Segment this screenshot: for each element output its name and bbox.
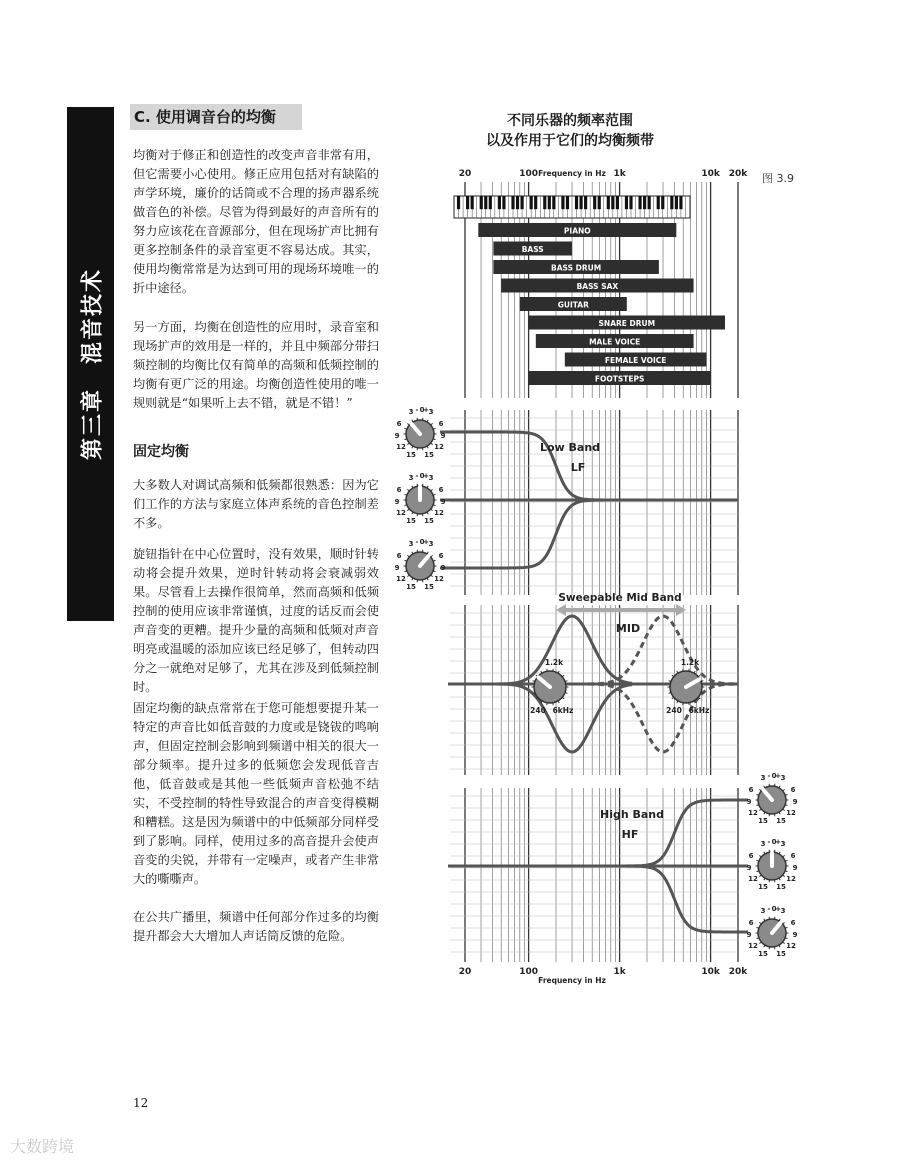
paragraph-5: 固定均衡的缺点常常在于您可能想要提升某一特定的声音比如低音鼓的力度或是铙钹的鸣响声，但固定控制会影响到频谱中相关的很大一部分频率。提升过多的低频您会发现低音吉他，低音鼓或是其他一些低频声音松弛不结实，不受控制的特性导致混合的声音变得模糊和糟糕。这是因为频谱中的中低频部分同样受到了影响。同样，使用过多的高音提升会使声音变的尖锐，并带有一定噪声，或者产生非常大的嘶嘶声。 xyxy=(133,701,379,886)
mid-knob-right-label: 6kHz xyxy=(552,706,574,715)
knob-tooth xyxy=(562,675,564,677)
black-key xyxy=(457,196,460,209)
instrument-label: MALE VOICE xyxy=(589,337,641,347)
knob-scale-6: 6 xyxy=(438,420,444,428)
knob-scale-plus: + xyxy=(775,772,781,780)
black-key xyxy=(648,196,651,209)
black-key xyxy=(625,196,628,209)
knob-scale-9: 9 xyxy=(746,864,752,872)
freq-tick-bottom: 1k xyxy=(613,967,626,977)
knob-tooth xyxy=(672,697,674,699)
black-key xyxy=(679,196,682,209)
black-key xyxy=(584,196,587,209)
freq-tick-top: 10k xyxy=(701,169,720,179)
high-band-label: High Band xyxy=(599,808,665,821)
knob-scale-12: 12 xyxy=(748,942,758,950)
black-key xyxy=(511,196,514,209)
figure-title-line1: 不同乐器的频率范围 xyxy=(507,113,633,129)
knob-tooth xyxy=(779,919,780,921)
hf-boost-knob xyxy=(747,772,798,825)
black-key xyxy=(471,196,474,209)
black-key xyxy=(543,196,546,209)
knob-scale-12: 12 xyxy=(786,942,796,950)
mid-knob-low xyxy=(530,658,573,715)
instrument-label: BASS DRUM xyxy=(551,263,602,273)
black-key xyxy=(579,196,582,209)
knob-tooth xyxy=(677,701,678,703)
knob-scale-12: 12 xyxy=(748,809,758,817)
instrument-label: BASS SAX xyxy=(576,282,619,291)
knob-tooth xyxy=(407,509,409,511)
knob-tooth xyxy=(431,423,433,425)
black-key xyxy=(643,196,646,209)
mid-knob-left-label: 240 xyxy=(666,706,682,715)
knob-scale-0: 0 xyxy=(771,838,777,846)
knob-scale-0: 0 xyxy=(419,472,425,480)
knob-tooth xyxy=(427,552,428,554)
knob-scale-plus: + xyxy=(423,472,429,480)
knob-scale-6: 6 xyxy=(396,552,402,560)
freq-tick-bottom: 100 xyxy=(519,967,539,977)
knob-tooth xyxy=(764,945,765,947)
knob-tooth xyxy=(407,423,409,425)
knob-scale-3: 3 xyxy=(780,774,786,782)
knob-tooth xyxy=(562,697,564,699)
knob-scale-15: 15 xyxy=(406,583,416,591)
knob-tooth xyxy=(412,578,413,580)
knob-scale-15: 15 xyxy=(776,950,786,958)
hf-cut-knob xyxy=(747,905,798,958)
knob-scale-15: 15 xyxy=(424,583,434,591)
freq-tick-bottom: 10k xyxy=(701,967,720,977)
black-key xyxy=(552,196,555,209)
black-key xyxy=(502,196,505,209)
knob-scale-15: 15 xyxy=(776,817,786,825)
lf-flat-knob xyxy=(395,472,446,525)
freq-axis-label-top: Frequency in Hz xyxy=(538,169,606,178)
lf-boost-knob xyxy=(395,406,446,459)
section-heading: C. 使用调音台的均衡 xyxy=(130,104,302,130)
knob-scale-15: 15 xyxy=(424,517,434,525)
knob-tooth xyxy=(558,701,559,703)
mid-knob-left-label: 240 xyxy=(530,706,546,715)
knob-scale-6: 6 xyxy=(396,486,402,494)
instrument-label: BASS xyxy=(521,245,544,254)
knob-scale-minus: - xyxy=(415,538,419,546)
knob-tooth xyxy=(783,809,785,811)
freq-tick-top: 20 xyxy=(458,169,472,179)
knob-tooth xyxy=(759,922,761,924)
knob-tooth xyxy=(759,942,761,944)
knob-tooth xyxy=(412,552,413,554)
piano-keyboard xyxy=(454,196,690,218)
knob-tooth xyxy=(431,509,433,511)
knob-scale-plus: + xyxy=(423,538,429,546)
knob-tooth xyxy=(672,675,674,677)
black-key xyxy=(661,196,664,209)
knob-tooth xyxy=(431,555,433,557)
knob-tooth xyxy=(407,489,409,491)
paragraph-3: 大多数人对调试高频和低频都很熟悉：因为它们工作的方法与家庭立体声系统的音色控制差不多。 xyxy=(133,478,379,530)
knob-tooth xyxy=(698,675,700,677)
knob-scale-minus: - xyxy=(415,472,419,480)
mid-band-sub: MID xyxy=(615,622,641,635)
figure-title-line2: 以及作用于它们的均衡频带 xyxy=(486,133,654,149)
knob-scale-9: 9 xyxy=(792,864,798,872)
knob-scale-9: 9 xyxy=(792,931,798,939)
black-key xyxy=(598,196,601,209)
knob-tooth xyxy=(783,942,785,944)
knob-scale-12: 12 xyxy=(396,509,406,517)
knob-tooth xyxy=(412,446,413,448)
knob-scale-0: 0 xyxy=(419,538,425,546)
black-key xyxy=(607,196,610,209)
knob-scale-6: 6 xyxy=(438,552,444,560)
knob-tooth xyxy=(759,875,761,877)
knob-scale-12: 12 xyxy=(786,809,796,817)
knob-scale-9: 9 xyxy=(792,798,798,806)
knob-scale-9: 9 xyxy=(746,931,752,939)
black-key xyxy=(638,196,641,209)
knob-scale-3: 3 xyxy=(760,907,766,915)
knob-scale-12: 12 xyxy=(434,575,444,583)
watermark-logo: 大数跨境 xyxy=(10,1137,75,1156)
knob-scale-15: 15 xyxy=(758,883,768,891)
knob-tooth xyxy=(783,922,785,924)
knob-tooth xyxy=(764,812,765,814)
freq-tick-top: 1k xyxy=(613,169,626,179)
knob-scale-6: 6 xyxy=(790,852,796,860)
knob-tooth xyxy=(407,443,409,445)
knob-scale-3: 3 xyxy=(428,408,434,416)
instrument-label: SNARE DRUM xyxy=(598,319,656,328)
subheading-fixed-eq: 固定均衡 xyxy=(133,444,189,460)
knob-tooth xyxy=(431,575,433,577)
knob-tooth xyxy=(764,786,765,788)
black-key xyxy=(675,196,678,209)
knob-scale-15: 15 xyxy=(406,517,416,525)
black-key xyxy=(629,196,632,209)
figure-number: 图 3.9 xyxy=(762,172,794,185)
instrument-label: FEMALE VOICE xyxy=(604,356,667,365)
black-key xyxy=(566,196,569,209)
paragraph-4: 旋钮指针在中心位置时，没有效果，顺时针转动将会提升效果，逆时针转动将会衰减弱效果。尽管看上去操作很简单，然而高频和低频控制的使用应该非常谨慎，过度的话反而会使声音变的更糟。提升少量的高频和低频对声音明亮或温暖的添加应该已经足够了，但转动四分之一就绝对足够了，尤其在涉及到低频控制时。 xyxy=(133,547,379,694)
knob-scale-9: 9 xyxy=(394,498,400,506)
black-key xyxy=(548,196,551,209)
knob-tooth xyxy=(427,578,428,580)
knob-tooth xyxy=(764,852,765,854)
lf-cut-curve xyxy=(440,500,738,568)
knob-tooth xyxy=(427,420,428,422)
knob-scale-3: 3 xyxy=(760,840,766,848)
knob-scale-6: 6 xyxy=(790,786,796,794)
eq-knobs xyxy=(395,406,798,958)
instrument-label: GUITAR xyxy=(557,300,589,310)
knob-scale-15: 15 xyxy=(758,817,768,825)
black-key xyxy=(530,196,533,209)
hf-cut-curve xyxy=(448,866,748,932)
knob-tooth xyxy=(427,446,428,448)
lf-cut-knob xyxy=(395,538,446,591)
knob-scale-plus: + xyxy=(423,406,429,414)
knob-scale-plus: + xyxy=(775,905,781,913)
knob-tooth xyxy=(407,575,409,577)
freq-tick-top: 100 xyxy=(519,169,539,179)
knob-scale-6: 6 xyxy=(748,852,754,860)
knob-scale-6: 6 xyxy=(438,486,444,494)
knob-tooth xyxy=(407,555,409,557)
knob-scale-minus: - xyxy=(767,905,771,913)
knob-scale-6: 6 xyxy=(790,919,796,927)
freq-tick-bottom: 20k xyxy=(728,967,748,977)
black-key xyxy=(466,196,469,209)
knob-scale-12: 12 xyxy=(748,875,758,883)
knob-scale-3: 3 xyxy=(760,774,766,782)
low-band-label: Low Band xyxy=(539,441,601,454)
black-key xyxy=(516,196,519,209)
knob-tooth xyxy=(431,443,433,445)
knob-scale-9: 9 xyxy=(440,498,446,506)
knob-tooth xyxy=(764,878,765,880)
knob-scale-15: 15 xyxy=(406,451,416,459)
sweep-arrow-left xyxy=(556,604,566,616)
knob-tooth xyxy=(779,812,780,814)
knob-scale-12: 12 xyxy=(396,575,406,583)
knob-scale-3: 3 xyxy=(428,474,434,482)
mid-knob-high xyxy=(666,658,709,715)
chapter-tab-text: 第三章 混音技术 xyxy=(80,267,105,461)
instrument-label: PIANO xyxy=(563,226,591,236)
knob-tooth xyxy=(779,945,780,947)
knob-tooth xyxy=(427,512,428,514)
knob-scale-3: 3 xyxy=(780,840,786,848)
paragraph-1: 均衡对于修正和创造性的改变声音非常有用，但它需要小心使用。修正应用包括对有缺陷的声学环境，廉价的话筒或不合理的扬声器系统做音色的补偿。尽管为得到最好的声音所有的努力应该花在音源部分，但在现场扩声比拥有更多控制条件的录音室更不容易达成。其实，使用均衡常常是为达到可用的现场环境唯一的折中途径。 xyxy=(133,148,379,295)
black-key xyxy=(670,196,673,209)
knob-scale-9: 9 xyxy=(394,564,400,572)
knob-scale-3: 3 xyxy=(408,408,414,416)
freq-tick-top: 20k xyxy=(728,169,748,179)
knob-scale-6: 6 xyxy=(748,786,754,794)
knob-scale-9: 9 xyxy=(394,432,400,440)
knob-tooth xyxy=(779,786,780,788)
mid-knob-right-label: 6kHz xyxy=(688,706,710,715)
black-key xyxy=(534,196,537,209)
black-key xyxy=(611,196,614,209)
paragraph-2: 另一方面，均衡在创造性的应用时，录音室和现场扩声的效用是一样的，并且中频部分带扫频控制的均衡比仅有简单的高频和低频控制的均衡有更广泛的用途。均衡创造性使用的唯一规则就是“如果听上去不错，就是不错！” xyxy=(133,320,379,410)
black-key xyxy=(520,196,523,209)
black-key xyxy=(593,196,596,209)
freq-tick-bottom: 20 xyxy=(458,967,472,977)
hf-flat-knob xyxy=(747,838,798,891)
knob-scale-3: 3 xyxy=(780,907,786,915)
knob-scale-3: 3 xyxy=(428,540,434,548)
black-key xyxy=(489,196,492,209)
knob-scale-minus: - xyxy=(767,838,771,846)
knob-scale-3: 3 xyxy=(408,474,414,482)
black-key xyxy=(616,196,619,209)
page-number: 12 xyxy=(133,1096,149,1110)
mid-knob-top-label: 1.2k xyxy=(544,658,564,667)
knob-tooth xyxy=(427,486,428,488)
black-key xyxy=(561,196,564,209)
knob-scale-12: 12 xyxy=(434,443,444,451)
knob-scale-9: 9 xyxy=(440,432,446,440)
knob-scale-6: 6 xyxy=(396,420,402,428)
black-key xyxy=(498,196,501,209)
knob-scale-12: 12 xyxy=(786,875,796,883)
knob-scale-15: 15 xyxy=(758,950,768,958)
knob-scale-6: 6 xyxy=(748,919,754,927)
instrument-label: FOOTSTEPS xyxy=(594,374,645,384)
knob-scale-15: 15 xyxy=(776,883,786,891)
paragraph-6: 在公共广播里，频谱中任何部分作过多的均衡提升都会大大增加人声话筒反馈的危险。 xyxy=(133,910,379,943)
knob-tooth xyxy=(783,789,785,791)
instrument-ranges xyxy=(478,223,725,385)
high-band-sub: HF xyxy=(621,828,639,841)
mid-knob-top-label: 1.2k xyxy=(680,658,700,667)
knob-tooth xyxy=(412,486,413,488)
knob-scale-minus: - xyxy=(767,772,771,780)
sweep-arrow-right xyxy=(676,604,686,616)
black-key xyxy=(484,196,487,209)
knob-scale-15: 15 xyxy=(424,451,434,459)
knob-scale-9: 9 xyxy=(440,564,446,572)
knob-tooth xyxy=(779,852,780,854)
knob-tooth xyxy=(783,875,785,877)
knob-tooth xyxy=(412,420,413,422)
knob-tooth xyxy=(431,489,433,491)
black-key xyxy=(657,196,660,209)
knob-scale-0: 0 xyxy=(419,406,425,414)
knob-tooth xyxy=(412,512,413,514)
black-key xyxy=(575,196,578,209)
low-band-sub: LF xyxy=(570,461,586,474)
knob-scale-0: 0 xyxy=(771,772,777,780)
freq-axis-label-bottom: Frequency in Hz xyxy=(538,976,606,985)
knob-scale-9: 9 xyxy=(746,798,752,806)
knob-scale-3: 3 xyxy=(408,540,414,548)
knob-tooth xyxy=(764,919,765,921)
knob-scale-plus: + xyxy=(775,838,781,846)
knob-scale-0: 0 xyxy=(771,905,777,913)
black-key xyxy=(480,196,483,209)
knob-scale-minus: - xyxy=(415,406,419,414)
knob-scale-12: 12 xyxy=(434,509,444,517)
mid-band-label: Sweepable Mid Band xyxy=(558,592,682,604)
knob-tooth xyxy=(783,855,785,857)
knob-scale-12: 12 xyxy=(396,443,406,451)
knob-tooth xyxy=(779,878,780,880)
knob-tooth xyxy=(759,789,761,791)
knob-tooth xyxy=(759,809,761,811)
knob-tooth xyxy=(759,855,761,857)
